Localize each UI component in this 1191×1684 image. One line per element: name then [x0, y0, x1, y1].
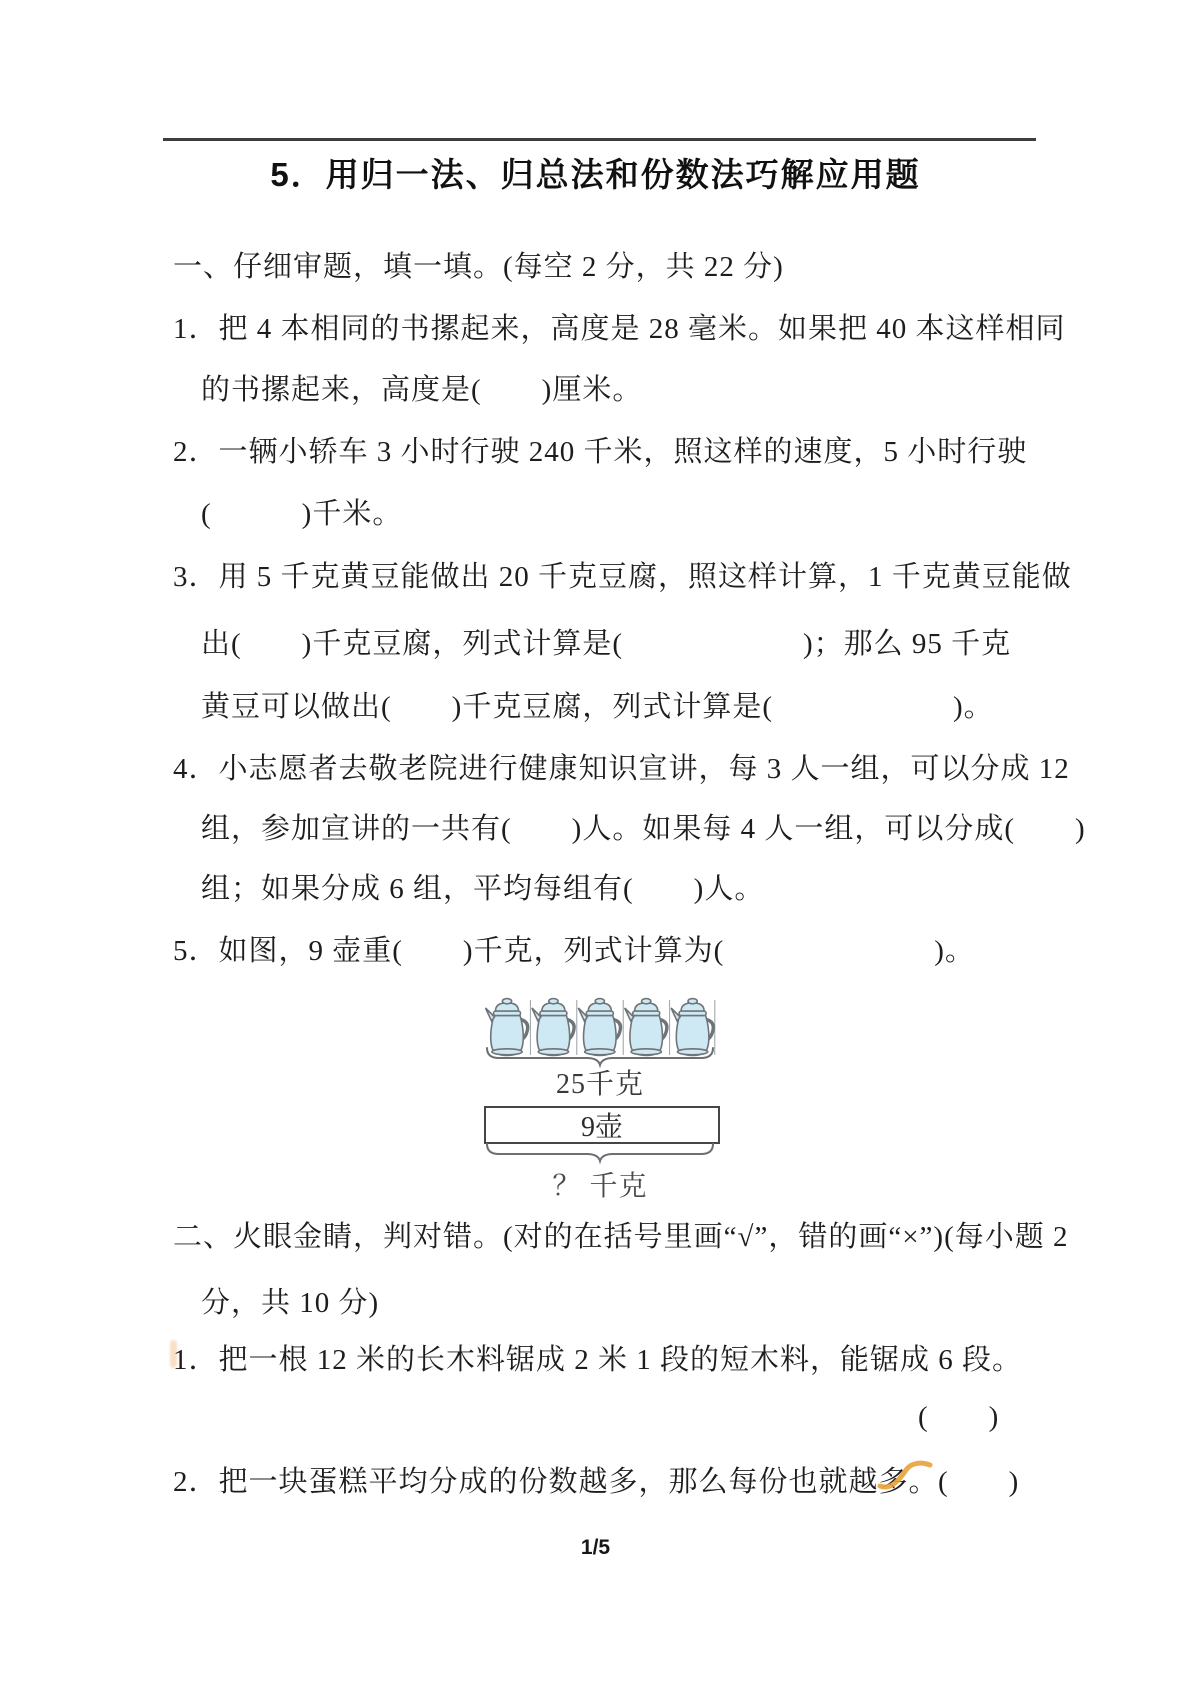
s1-question4-line2: 组，参加宣讲的一共有( )人。如果每 4 人一组，可以分成( ) — [201, 813, 1086, 845]
s1-question3-line1: 3．用 5 千克黄豆能做出 20 千克豆腐，照这样计算，1 千克黄豆能做 — [173, 561, 1072, 593]
s1-question3-line2: 出( )千克豆腐，列式计算是( )；那么 95 千克 — [201, 628, 1012, 660]
s1-question1-line1: 1．把 4 本相同的书摞起来，高度是 28 毫米。如果把 40 本这样相同 — [173, 313, 1066, 345]
box-9-pots — [484, 1106, 720, 1144]
s2-question2-answer-blank: ( ) — [938, 1466, 1020, 1498]
s2-question1-text: 1．把一根 12 米的长木料锯成 2 米 1 段的短木料，能锯成 6 段。 — [173, 1344, 1023, 1376]
page-title: 5．用归一法、归总法和份数法巧解应用题 — [270, 156, 921, 193]
s1-question3-line3: 黄豆可以做出( )千克豆腐，列式计算是( )。 — [201, 691, 994, 723]
section2-header-line2: 分，共 10 分) — [201, 1287, 380, 1319]
header-rule — [163, 138, 1036, 141]
s1-question4-line3: 组；如果分成 6 组，平均每组有( )人。 — [201, 873, 765, 905]
section1-header: 一、仔细审题，填一填。(每空 2 分，共 22 分) — [173, 251, 784, 283]
s1-question5-line1: 5．如图，9 壶重( )千克，列式计算为( )。 — [173, 935, 975, 967]
label-unknown-kg: ？ 千克 — [552, 1171, 648, 1202]
s1-question1-line2: 的书摞起来，高度是( )厘米。 — [201, 374, 643, 406]
s2-question2-text: 2．把一块蛋糕平均分成的份数越多，那么每份也就越多。 — [173, 1466, 939, 1498]
section2-header-line1: 二、火眼金睛，判对错。(对的在括号里画“√”，错的画“×”)(每小题 2 — [173, 1221, 1069, 1253]
box-9-pots-label: 9壶 — [580, 1112, 623, 1143]
s1-question2-line1: 2．一辆小轿车 3 小时行驶 240 千米，照这样的速度，5 小时行驶 — [173, 436, 1028, 468]
s1-question2-line2: ( )千米。 — [201, 498, 403, 530]
s2-question1-answer-blank: ( ) — [918, 1401, 1000, 1433]
orange-pen-mark — [876, 1456, 936, 1496]
page-number: 1/5 — [580, 1536, 611, 1559]
s1-question4-line1: 4．小志愿者去敬老院进行健康知识宣讲，每 3 人一组，可以分成 12 — [173, 753, 1070, 785]
underbrace-unknown-kg — [484, 1142, 716, 1164]
label-25kg: 25千克 — [555, 1069, 644, 1100]
